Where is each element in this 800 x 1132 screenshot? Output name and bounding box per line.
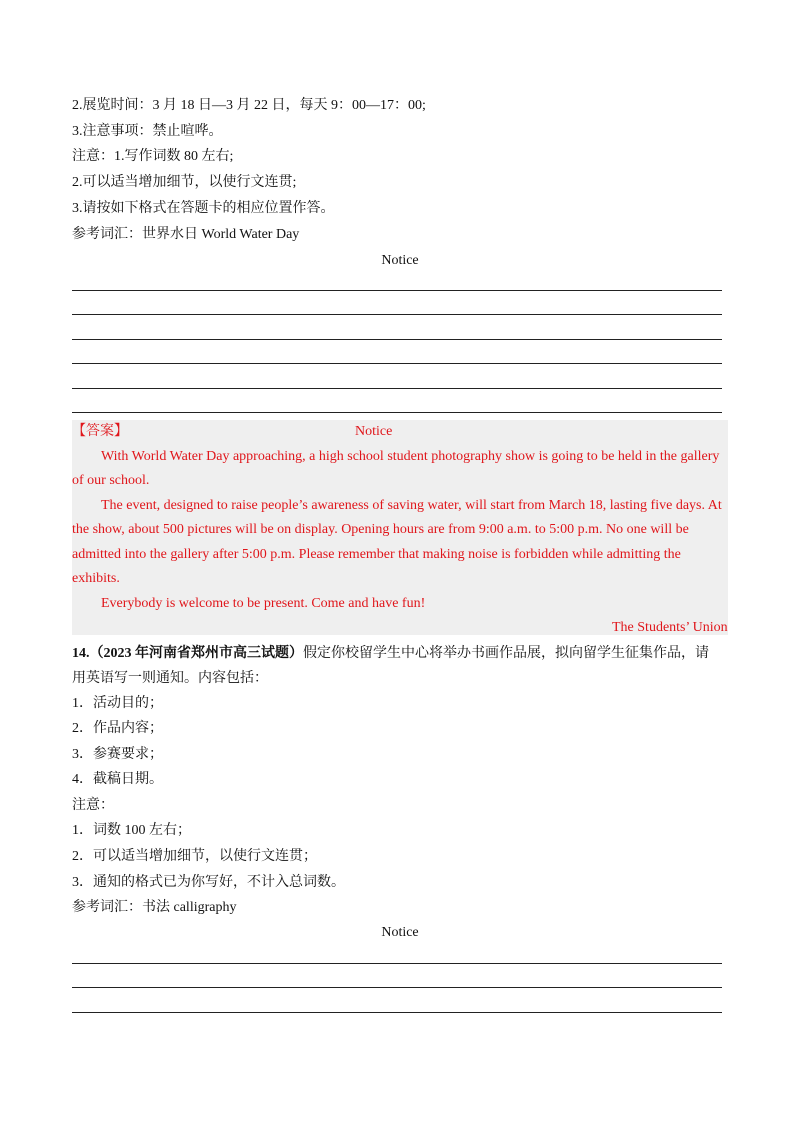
- answer-paragraph-2-cont: admitted into the gallery after 5:00 p.m. Please remember that making noise is forbidden while admitting the: [72, 547, 681, 562]
- answer-paragraph-3: Everybody is welcome to be present. Come and have fun!: [101, 596, 426, 611]
- notice-heading: Notice: [381, 925, 419, 940]
- answer-line: [72, 987, 722, 988]
- note-label: 注意：: [72, 798, 114, 813]
- answer-line: [72, 1012, 722, 1013]
- requirement-word-count: 注意：1.写作词数 80 左右;: [72, 149, 234, 164]
- answer-line: [72, 363, 722, 364]
- note-item-3: 3．通知的格式已为你写好，不计入总词数。: [72, 875, 345, 890]
- question-number: 14.: [72, 646, 90, 661]
- reference-vocab: 参考词汇：世界水日 World Water Day: [72, 227, 300, 242]
- answer-line: [72, 339, 722, 340]
- note-item-1: 1．词数 100 左右；: [72, 823, 191, 838]
- question-text: 假定你校留学生中心将举办书画作品展，拟向留学生征集作品，请: [303, 646, 709, 661]
- answer-notice-title: Notice: [355, 424, 393, 439]
- answer-paragraph-2-cont: the show, about 500 pictures will be on display. Opening hours are from 9:00 a.m. to 5:00 p.m. No one will be: [72, 522, 689, 537]
- answer-line: [72, 412, 722, 413]
- answer-paragraph-1-cont: of our school.: [72, 473, 150, 488]
- question-source: （2023 年河南省郑州市高三试题）: [89, 646, 303, 661]
- requirement-details: 2.可以适当增加细节，以使行文连贯;: [72, 175, 297, 190]
- content-item-3: 3．参赛要求；: [72, 747, 163, 762]
- content-item-1: 1．活动目的；: [72, 696, 163, 711]
- answer-label: 【答案】: [72, 424, 128, 439]
- answer-line: [72, 388, 722, 389]
- answer-line: [72, 290, 722, 291]
- answer-line: [72, 963, 722, 964]
- content-item-2: 2．作品内容；: [72, 721, 163, 736]
- answer-line: [72, 314, 722, 315]
- answer-paragraph-1: With World Water Day approaching, a high school student photography show is going to be held in the gallery: [101, 449, 720, 464]
- answer-paragraph-2-cont: exhibits.: [72, 571, 120, 586]
- notes-line: 3.注意事项：禁止喧哗。: [72, 124, 223, 139]
- note-item-2: 2．可以适当增加细节，以使行文连贯；: [72, 849, 317, 864]
- notice-heading: Notice: [381, 253, 419, 268]
- content-item-4: 4．截稿日期。: [72, 772, 163, 787]
- answer-paragraph-2: The event, designed to raise people’s awareness of saving water, will start from March 18, lasting five days. At: [101, 498, 722, 513]
- question-14-prompt-cont: 用英语写一则通知。内容包括：: [72, 671, 268, 686]
- question-14-prompt: [72, 644, 732, 664]
- reference-vocab: 参考词汇：书法 calligraphy: [72, 900, 237, 915]
- requirement-format: 3.请按如下格式在答题卡的相应位置作答。: [72, 201, 335, 216]
- answer-signature: The Students’ Union: [612, 620, 728, 635]
- exhibition-time-line: 2.展览时间：3 月 18 日—3 月 22 日，每天 9：00—17：00;: [72, 98, 426, 113]
